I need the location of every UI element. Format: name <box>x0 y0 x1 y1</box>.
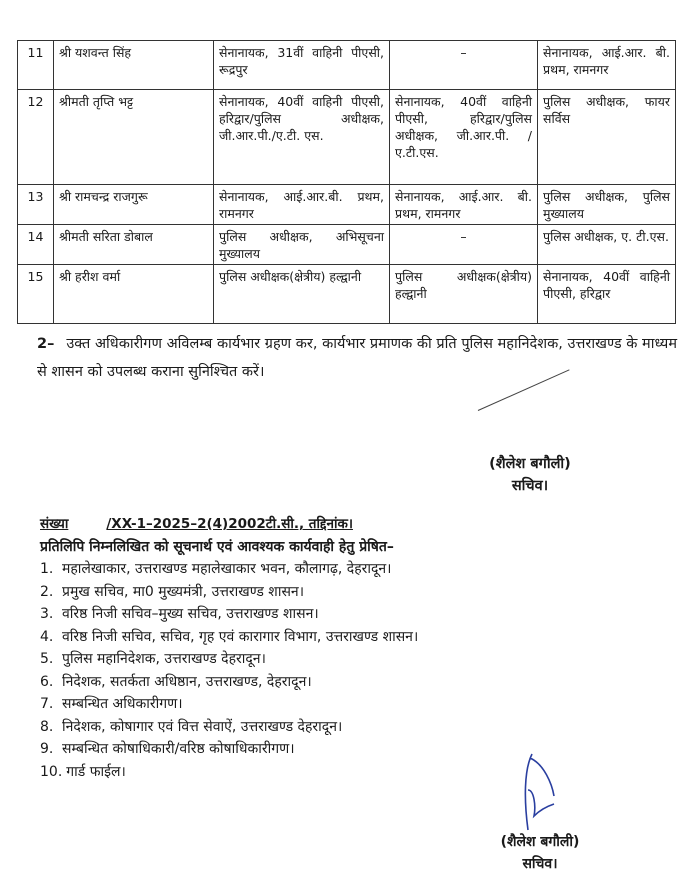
item-text: महालेखाकार, उत्तराखण्ड महालेखाकार भवन, कौलागढ़, देहरादून। <box>62 561 392 577</box>
item-number: 10. <box>40 763 63 780</box>
signatory-designation: सचिव। <box>522 856 558 872</box>
officer-name: श्रीमती सरिता डोबाल <box>54 225 214 265</box>
table-row <box>18 265 676 324</box>
new-post: सेनानायक, आई.आर. बी. प्रथम, रामनगर <box>538 41 676 90</box>
additional-charge: सेनानायक, 40वीं वाहिनी पीएसी, हरिद्वार/पुलिस अधीक्षक, जी.आर.पी. /ए.टी.एस. <box>390 90 538 185</box>
current-post: सेनानायक, आई.आर.बी. प्रथम, रामनगर <box>214 185 390 225</box>
serial-number: 14 <box>18 225 54 265</box>
serial-number: 13 <box>18 185 54 225</box>
signatory-block-copy <box>480 831 600 875</box>
list-item <box>40 671 418 694</box>
item-text: पुलिस महानिदेशक, उत्तराखण्ड देहरादून। <box>62 651 266 667</box>
item-text: निदेशक, कोषागार एवं वित्त सेवाऐं, उत्तराखण्ड देहरादून। <box>62 718 343 735</box>
instruction-paragraph <box>37 330 677 386</box>
list-item <box>40 716 418 739</box>
current-post: पुलिस अधीक्षक(क्षेत्रीय) हल्द्वानी <box>214 265 390 324</box>
serial-number: 11 <box>18 41 54 90</box>
officer-name: श्रीमती तृप्ति भट्ट <box>54 90 214 185</box>
list-item <box>40 626 418 649</box>
additional-charge: पुलिस अधीक्षक(क्षेत्रीय) हल्द्वानी <box>390 265 538 324</box>
item-number: 2. <box>40 583 54 600</box>
reference-number <box>40 514 353 532</box>
table-row <box>18 90 676 185</box>
list-item <box>40 648 418 671</box>
copy-to-list <box>40 558 418 783</box>
item-text: गार्ड फाईल। <box>66 763 126 780</box>
table-row <box>18 41 676 90</box>
paragraph-number: 2– <box>37 336 55 352</box>
item-text: सम्बन्धित कोषाधिकारी/वरिष्ठ कोषाधिकारीगण। <box>62 741 295 757</box>
reference-value: /XX-1–2025–2(4)2002टी.सी., तद्दिनांक। <box>106 516 353 532</box>
signatory-block <box>470 453 590 497</box>
new-post: पुलिस अधीक्षक, पुलिस मुख्यालय <box>538 185 676 225</box>
handwritten-signature <box>510 750 580 840</box>
list-item <box>40 693 418 716</box>
signatory-name: (शैलेश बगौली) <box>500 834 580 850</box>
copy-to-heading: प्रतिलिपि निम्नलिखित को सूचनार्थ एवं आवश्यक कार्यवाही हेतु प्रेषित– <box>40 539 394 555</box>
new-post: पुलिस अधीक्षक, ए. टी.एस. <box>538 225 676 265</box>
new-post: सेनानायक, 40वीं वाहिनी पीएसी, हरिद्वार <box>538 265 676 324</box>
item-text: प्रमुख सचिव, मा0 मुख्यमंत्री, उत्तराखण्ड शासन। <box>62 583 304 600</box>
signatory-name: (शैलेश बगौली) <box>489 456 571 472</box>
additional-charge: सेनानायक, आई.आर. बी. प्रथम, रामनगर <box>390 185 538 225</box>
item-text: वरिष्ठ निजी सचिव–मुख्य सचिव, उत्तराखण्ड शासन। <box>62 606 319 622</box>
item-number: 3. <box>40 606 54 622</box>
item-text: निदेशक, सतर्कता अधिष्ठान, उत्तराखण्ड, देहरादून। <box>62 673 312 690</box>
item-number: 9. <box>40 741 54 757</box>
reference-label: संख्या <box>40 516 69 532</box>
item-number: 1. <box>40 561 54 577</box>
current-post: सेनानायक, 31वीं वाहिनी पीएसी, रूद्रपुर <box>214 41 390 90</box>
item-number: 6. <box>40 673 54 690</box>
additional-charge: – <box>390 41 538 90</box>
new-post: पुलिस अधीक्षक, फायर सर्विस <box>538 90 676 185</box>
item-number: 7. <box>40 696 54 712</box>
list-item <box>40 558 418 581</box>
officer-name: श्री यशवन्त सिंह <box>54 41 214 90</box>
item-text: वरिष्ठ निजी सचिव, सचिव, गृह एवं कारागार विभाग, उत्तराखण्ड शासन। <box>62 628 419 645</box>
item-number: 8. <box>40 718 54 735</box>
officer-name: श्री रामचन्द्र राजगुरू <box>54 185 214 225</box>
serial-number: 15 <box>18 265 54 324</box>
list-item <box>40 738 418 761</box>
list-item <box>40 603 418 626</box>
item-number: 4. <box>40 628 54 645</box>
additional-charge: – <box>390 225 538 265</box>
item-number: 5. <box>40 651 54 667</box>
table-row <box>18 225 676 265</box>
officer-name: श्री हरीश वर्मा <box>54 265 214 324</box>
list-item <box>40 761 418 784</box>
transfer-table <box>17 40 676 324</box>
paragraph-text: उक्त अधिकारीगण अविलम्ब कार्यभार ग्रहण कर, कार्यभार प्रमाणक की प्रति पुलिस महानिदेशक, उत्तराखण्ड के माध्यम से शासन को उपलब्ध कराना सुनिश्चित करें। <box>37 336 677 380</box>
table-row <box>18 185 676 225</box>
signatory-designation: सचिव। <box>511 478 549 494</box>
current-post: सेनानायक, 40वीं वाहिनी पीएसी, हरिद्वार/पुलिस अधीक्षक, जी.आर.पी./ए.टी. एस. <box>214 90 390 185</box>
list-item <box>40 581 418 604</box>
current-post: पुलिस अधीक्षक, अभिसूचना मुख्यालय <box>214 225 390 265</box>
item-text: सम्बन्धित अधिकारीगण। <box>62 696 183 712</box>
serial-number: 12 <box>18 90 54 185</box>
